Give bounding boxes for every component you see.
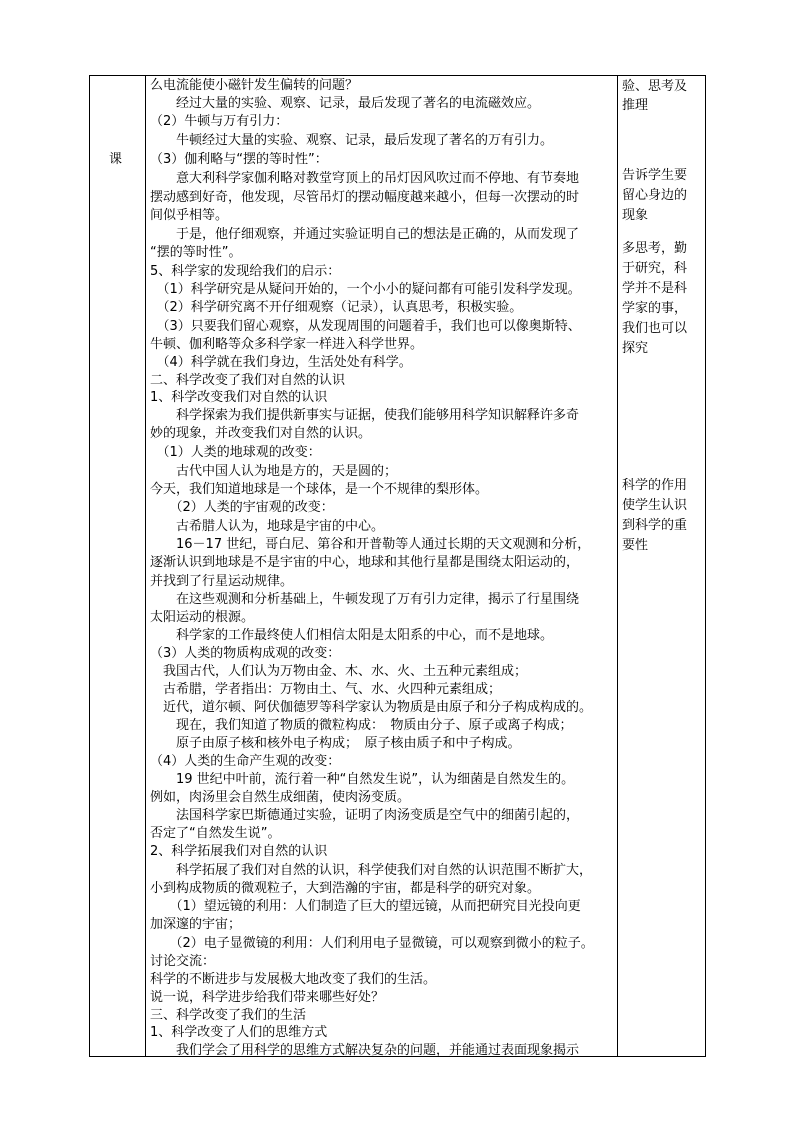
content-line: （1）望远镜的利用：人们制造了巨大的望远镜，从而把研究目光投向更 bbox=[150, 899, 581, 914]
content-line: （4）科学就在我们身边，生活处处有科学。 bbox=[150, 355, 412, 370]
content-line: （2）电子显微镜的利用：人们利用电子显微镜，可以观察到微小的粒子。 bbox=[150, 936, 594, 951]
note-line: 探究 bbox=[622, 341, 649, 356]
content-line: 太阳运动的根源。 bbox=[150, 610, 255, 625]
content-line: 科学家的工作最终使人们相信太阳是太阳系的中心，而不是地球。 bbox=[150, 628, 554, 643]
content-line: 否定了“自然发生说”。 bbox=[150, 826, 281, 841]
content-line: 我国古代，人们认为万物由金、木、水、火、土五种元素组成； bbox=[150, 664, 528, 679]
content-line: 今天，我们知道地球是一个球体，是一个不规律的梨形体。 bbox=[150, 482, 489, 497]
note-line: 验、思考及 bbox=[622, 79, 688, 94]
content-line: （3）人类的物质构成观的改变： bbox=[150, 646, 341, 661]
content-line: 例如，肉汤里会自然生成细菌，使肉汤变质。 bbox=[150, 790, 411, 805]
content-line: 三、科学改变了我们的生活 bbox=[150, 1008, 307, 1023]
content-line: 古希腊，学者指出：万物由土、气、水、火四种元素组成； bbox=[150, 682, 502, 697]
content-line: 科学探索为我们提供新事实与证据，使我们能够用科学知识解释许多奇 bbox=[150, 408, 580, 423]
content-line: 古代中国人认为地是方的，天是圆的； bbox=[150, 464, 398, 479]
content-line: 经过大量的实验、观察、记录，最后发现了著名的电流磁效应。 bbox=[150, 96, 541, 111]
content-line: 我们学会了用科学的思维方式解决复杂的问题，并能通过表面现象揭示 bbox=[150, 1043, 580, 1058]
content-line: 1、科学改变我们对自然的认识 bbox=[150, 390, 328, 405]
content-line: 讨论交流： bbox=[150, 954, 216, 969]
note-line: 留心身边的 bbox=[622, 188, 688, 203]
content-line: 科学拓展了我们对自然的认识，科学使我们对自然的认识范围不断扩大， bbox=[150, 863, 593, 878]
content-line: 牛顿经过大量的实验、观察、记录，最后发现了著名的万有引力。 bbox=[150, 133, 554, 148]
content-line: 科学的不断进步与发展极大地改变了我们的生活。 bbox=[150, 972, 437, 987]
note-line: 要性 bbox=[622, 538, 649, 553]
content-line: 小到构成物质的微观粒子，大到浩瀚的宇宙，都是科学的研究对象。 bbox=[150, 881, 541, 896]
content-line: 2、科学拓展我们对自然的认识 bbox=[150, 844, 328, 859]
content-line: 16－17 世纪，哥白尼、第谷和开普勒等人通过长期的天文观测和分析， bbox=[150, 537, 591, 552]
content-line: 二、科学改变了我们对自然的认识 bbox=[150, 373, 346, 388]
content-line: （2）科学研究离不开仔细观察（记录），认真思考，积极实验。 bbox=[150, 300, 523, 315]
content-line: 并找到了行星运动规律。 bbox=[150, 574, 294, 589]
note-line: 我们也可以 bbox=[622, 321, 688, 336]
content-line: 近代，道尔顿、阿伏伽德罗等科学家认为物质是由原子和分子构成构成的。 bbox=[150, 700, 593, 715]
lesson-plan-table bbox=[89, 75, 706, 1057]
note-line: 告诉学生要 bbox=[622, 168, 688, 183]
content-line: （1）人类的地球观的改变： bbox=[150, 445, 321, 460]
content-line: “摆的等时性”。 bbox=[150, 245, 242, 260]
section-label: 课 bbox=[109, 152, 123, 167]
section-label-column bbox=[90, 76, 146, 1056]
content-line: 现在，我们知道了物质的微粒构成： 物质由分子、原子或离子构成； bbox=[150, 718, 573, 733]
content-line: （2）人类的宇宙观的改变： bbox=[150, 500, 334, 515]
notes-column bbox=[617, 76, 705, 1056]
content-line: （3）伽利略与“摆的等时性”： bbox=[150, 152, 328, 167]
content-line: 法国科学家巴斯德通过实验，证明了肉汤变质是空气中的细菌引起的， bbox=[150, 808, 580, 823]
content-line: （2）牛顿与万有引力： bbox=[150, 114, 289, 129]
content-line: 意大利科学家伽利略对教堂穹顶上的吊灯因风吹过而不停地、有节奏地 bbox=[150, 171, 580, 186]
note-line: 于研究，科 bbox=[622, 261, 688, 276]
content-line: 摆动感到好奇，他发现，尽管吊灯的摆动幅度越来越小，但每一次摆动的时 bbox=[150, 190, 580, 205]
content-line: 在这些观测和分析基础上，牛顿发现了万有引力定律，揭示了行星围绕 bbox=[150, 592, 580, 607]
content-line: 古希腊人认为，地球是宇宙的中心。 bbox=[150, 519, 385, 534]
teaching-content-column bbox=[146, 76, 617, 1056]
content-line: 19 世纪中叶前，流行着一种“自然发生说”，认为细菌是自然发生的。 bbox=[150, 772, 575, 787]
content-line: （1）科学研究是从疑问开始的，一个小小的疑问都有可能引发科学发现。 bbox=[150, 282, 581, 297]
note-line: 科学的作用 bbox=[622, 478, 688, 493]
content-line: 加深邃的宇宙； bbox=[150, 917, 242, 932]
note-line: 使学生认识 bbox=[622, 498, 688, 513]
note-line: 学家的事， bbox=[622, 301, 688, 316]
content-line: 原子由原子核和核外电子构成； 原子核由质子和中子构成。 bbox=[150, 736, 521, 751]
note-line: 学并不是科 bbox=[622, 281, 688, 296]
content-line: 间似乎相等。 bbox=[150, 208, 229, 223]
content-line: 妙的现象，并改变我们对自然的认识。 bbox=[150, 426, 372, 441]
note-line: 多思考，勤 bbox=[622, 241, 688, 256]
content-line: （3）只要我们留心观察，从发现周围的问题着手，我们也可以像奥斯特、 bbox=[150, 319, 581, 334]
content-line: 5、科学家的发现给我们的启示： bbox=[150, 264, 341, 279]
content-line: 1、科学改变了人们的思维方式 bbox=[150, 1025, 328, 1040]
note-line: 到科学的重 bbox=[622, 518, 688, 533]
content-line: （4）人类的生命产生观的改变： bbox=[150, 754, 341, 769]
content-line: 于是，他仔细观察，并通过实验证明自己的想法是正确的，从而发现了 bbox=[150, 227, 580, 242]
content-line: 说一说，科学进步给我们带来哪些好处？ bbox=[150, 990, 385, 1005]
content-line: 牛顿、伽利略等众多科学家一样进入科学世界。 bbox=[150, 337, 424, 352]
note-line: 现象 bbox=[622, 208, 649, 223]
note-line: 推理 bbox=[622, 98, 649, 113]
content-line: 逐渐认识到地球是不是宇宙的中心，地球和其他行星都是围绕太阳运动的， bbox=[150, 555, 580, 570]
content-line: 么电流能使小磁针发生偏转的问题？ bbox=[150, 78, 359, 93]
